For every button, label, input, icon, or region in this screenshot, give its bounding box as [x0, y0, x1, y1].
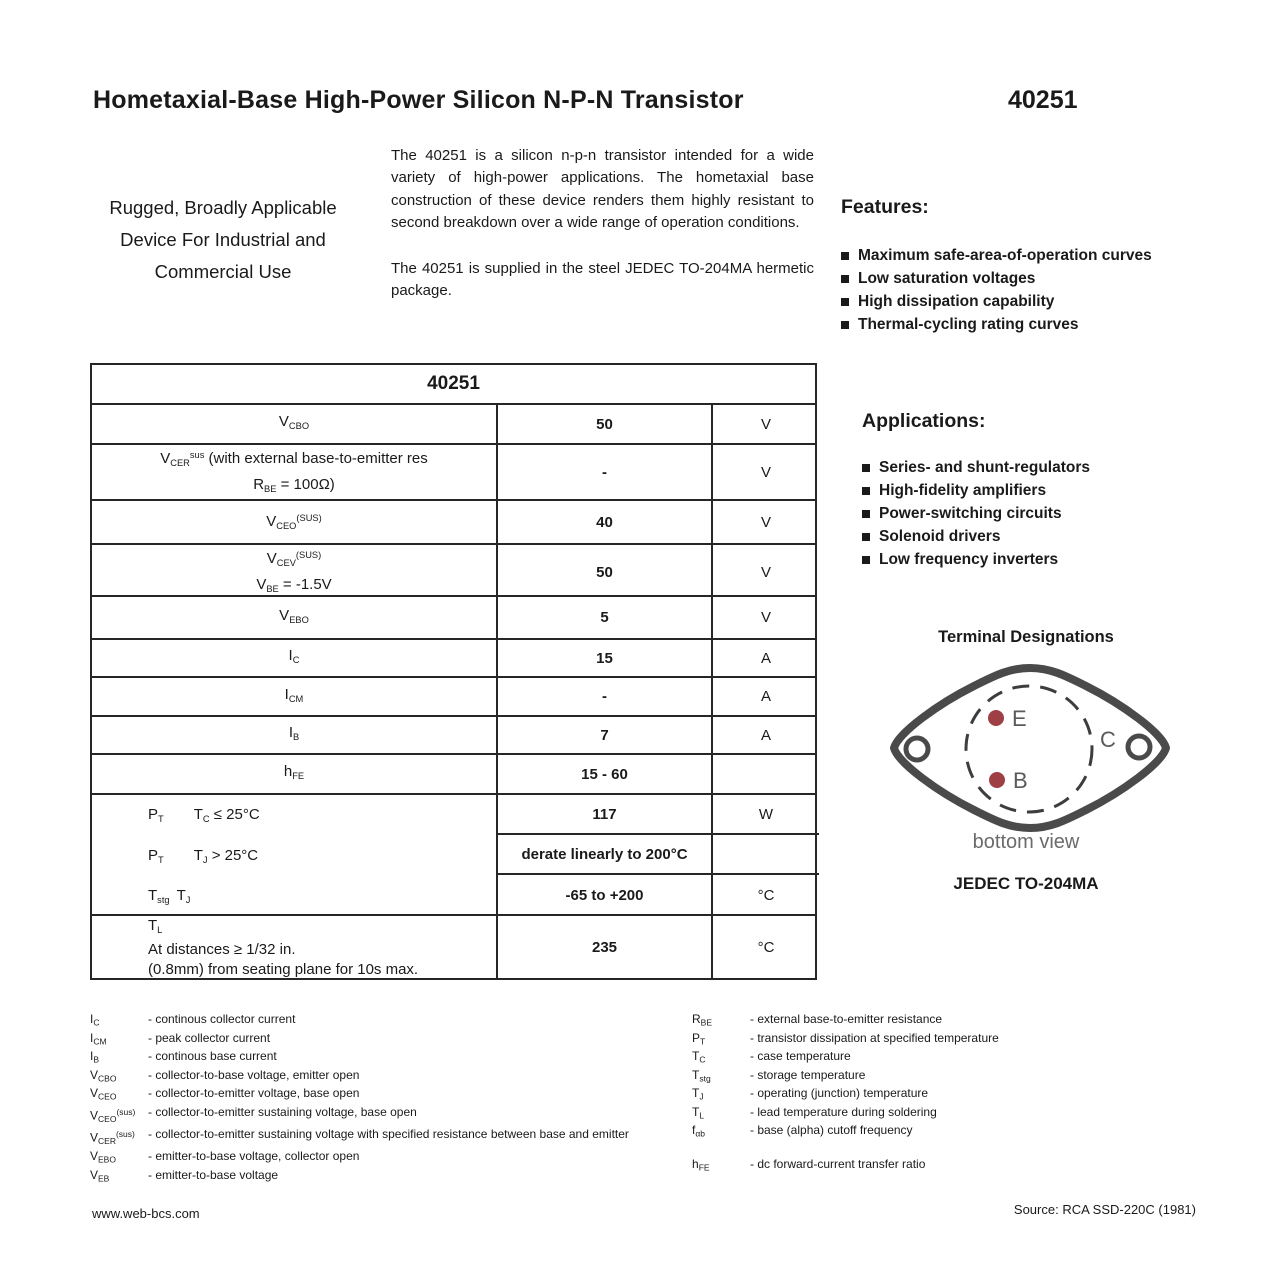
bullet-square-icon [862, 556, 870, 564]
legend-description: - continous collector current [148, 1012, 296, 1026]
value-cell: 50 [498, 405, 713, 443]
unit-cell [713, 755, 819, 793]
legend-symbol: $V_{EBO}$ [90, 1149, 116, 1165]
legend-description: - case temperature [750, 1049, 851, 1064]
param-vceo: $V_{CEO}^{(SUS)}$ [92, 501, 498, 543]
legend-symbol: $V_{CEO}^{(sus)}$ [90, 1106, 136, 1124]
param-vcer: $V_{CER}^{sus}$ (with external base-to-emitter res $R_{BE} = 100\Omega$) [92, 445, 498, 500]
feature-item-label: High dissipation capability [858, 293, 1055, 310]
to-204ma-package-diagram [878, 652, 1174, 832]
bullet-square-icon [862, 464, 870, 472]
legend-row [90, 1105, 680, 1127]
application-item-label: Solenoid drivers [879, 528, 1001, 545]
legend-row [692, 1157, 1212, 1176]
value-cell: derate linearly to 200°C [498, 835, 713, 875]
unit-cell: V [760, 463, 771, 481]
legend-description: - emitter-to-base voltage, collector open [148, 1149, 360, 1164]
legend-description: - continous base current [148, 1049, 277, 1064]
legend-description: - collector-to-emitter voltage, base open [148, 1086, 360, 1101]
value-cell: - [498, 445, 713, 500]
base-pin-dot-icon [989, 772, 1005, 788]
value-cell: - [498, 678, 713, 715]
unit-cell: A [760, 688, 771, 705]
intro-text [391, 145, 814, 302]
table-row [92, 678, 815, 717]
emitter-label: E [1012, 706, 1027, 731]
legend-description: - external base-to-emitter resistance [750, 1012, 943, 1026]
legend-description: - dc forward-current transfer ratio [750, 1156, 926, 1171]
tagline-line: Device For Industrial and [120, 229, 326, 250]
legend-symbol: $h_{FE}$ [692, 1156, 710, 1173]
param-pt-block: $P_T$ $T_C \le 25^\circ C$ $P_T$ $T_J > 25^\circ C$ $T_{stg}$ $T_J$ [92, 795, 498, 916]
unit-cell [713, 835, 819, 875]
unit-cell: A [760, 649, 771, 667]
param-tl: $T_L$ At distances ≥ 1/32 in. (0.8mm) from seating plane for 10s max. [92, 916, 498, 979]
legend-row [692, 1049, 1212, 1068]
legend-description: - operating (junction) temperature [750, 1086, 929, 1101]
legend-symbol: $I_C$ [90, 1012, 100, 1028]
legend-row [90, 1086, 680, 1105]
legend-symbol: $T_J$ [692, 1086, 704, 1102]
bullet-square-icon [841, 321, 849, 329]
unit-cell: V [760, 609, 771, 626]
bottom-view-caption: bottom view [972, 831, 1080, 853]
collector-label: C [1100, 727, 1116, 752]
feature-item [841, 244, 1211, 267]
feature-item [841, 267, 1211, 290]
legend-row [692, 1105, 1212, 1124]
tagline-line: Rugged, Broadly Applicable [109, 197, 337, 218]
table-row [92, 445, 815, 501]
application-item-label: Series- and shunt-regulators [879, 459, 1091, 476]
legend-symbol: $I_B$ [90, 1049, 100, 1065]
application-item [862, 525, 1207, 548]
value-cell: 5 [498, 597, 713, 638]
table-title: 40251 [92, 365, 815, 405]
value-cell: 15 - 60 [498, 755, 713, 793]
legend-row [692, 1068, 1212, 1087]
legend-symbol: $T_L$ [692, 1104, 705, 1121]
application-item-label: Power-switching circuits [879, 505, 1062, 522]
applications-heading: Applications: [862, 410, 986, 432]
unit-cell: V [760, 415, 771, 433]
param-hfe: $h_{FE}$ [92, 755, 498, 793]
value-cell: 117 [498, 795, 713, 835]
feature-item [841, 290, 1211, 313]
feature-item-label: Maximum safe-area-of-operation curves [858, 247, 1152, 264]
application-item [862, 548, 1207, 571]
page-title: Hometaxial-Base High-Power Silicon N-P-N Transistor [93, 86, 744, 114]
unit-cell: A [760, 726, 771, 744]
legend-description: - storage temperature [750, 1067, 866, 1082]
application-item [862, 479, 1207, 502]
legend-symbol: $P_T$ [692, 1030, 706, 1047]
feature-item [841, 313, 1211, 336]
bullet-square-icon [841, 252, 849, 260]
applications-section [862, 410, 1207, 571]
unit-cell: W [713, 795, 819, 835]
legend-symbol: $f_{\alpha b}$ [692, 1123, 705, 1139]
tagline-line: Commercial Use [154, 261, 292, 282]
application-item [862, 456, 1207, 479]
legend-row [90, 1012, 680, 1031]
value-cell: 50 [498, 545, 713, 600]
legend-description: - base (alpha) cutoff frequency [750, 1123, 913, 1138]
legend-left-column [90, 1012, 680, 1186]
table-row-pt-block [92, 795, 815, 916]
legend-row [90, 1149, 680, 1168]
package-outline-icon [894, 668, 1166, 828]
legend-description: - emitter-to-base voltage [148, 1167, 279, 1182]
feature-item-label: Low saturation voltages [858, 270, 1036, 287]
unit-cell: °C [757, 939, 775, 957]
table-row [92, 501, 815, 545]
table-row [92, 755, 815, 795]
legend-row [90, 1168, 680, 1187]
table-row-tl [92, 916, 815, 978]
intro-paragraph-2: The 40251 is supplied in the steel JEDEC TO-204MA hermetic package. [391, 259, 814, 300]
unit-cell: °C [757, 887, 775, 904]
legend-row [90, 1031, 680, 1050]
table-row [92, 640, 815, 678]
legend-symbol: $R_{BE}$ [692, 1012, 713, 1028]
legend-description: - lead temperature during soldering [750, 1104, 937, 1119]
terminal-designations-heading: Terminal Designations [938, 628, 1114, 646]
feature-item-label: Thermal-cycling rating curves [858, 316, 1079, 333]
application-item-label: High-fidelity amplifiers [879, 482, 1047, 499]
table-row [92, 405, 815, 445]
table-row [92, 717, 815, 755]
legend-description: - transistor dissipation at specified temperature [750, 1030, 999, 1045]
bullet-square-icon [841, 275, 849, 283]
value-cell: 15 [498, 640, 713, 676]
features-heading: Features: [841, 196, 929, 218]
legend-row [692, 1123, 1212, 1142]
value-cell: 7 [498, 717, 713, 753]
legend-symbol: $V_{CER}^{(sus)}$ [90, 1128, 135, 1147]
legend-description: - collector-to-emitter sustaining voltage, base open [148, 1104, 417, 1119]
application-item [862, 502, 1207, 525]
mounting-hole-right-icon [1128, 736, 1150, 758]
legend-row [692, 1012, 1212, 1031]
legend-symbol: $I_{CM}$ [90, 1030, 107, 1047]
legend-symbol: $T_{stg}$ [692, 1067, 711, 1084]
footer-website: www.web-bcs.com [92, 1206, 200, 1221]
application-item-label: Low frequency inverters [879, 551, 1059, 568]
legend-row [90, 1049, 680, 1068]
table-row [92, 597, 815, 640]
bullet-square-icon [862, 510, 870, 518]
bullet-square-icon [862, 533, 870, 541]
legend-symbol: $V_{CBO}$ [90, 1067, 117, 1084]
part-number: 40251 [1008, 86, 1078, 114]
mounting-hole-left-icon [906, 738, 928, 760]
tagline [93, 192, 353, 288]
bullet-square-icon [841, 298, 849, 306]
legend-description: - peak collector current [148, 1030, 271, 1045]
param-vcev: $V_{CEV}^{(SUS)}$ $V_{BE} = -1.5V$ [92, 545, 498, 600]
legend-description: - collector-to-emitter sustaining voltage with specified resistance between base and emitter [148, 1126, 629, 1141]
features-section [841, 196, 1211, 336]
legend-symbol: $V_{CEO}$ [90, 1086, 117, 1102]
bullet-square-icon [862, 487, 870, 495]
legend-description: - collector-to-base voltage, emitter open [148, 1067, 360, 1082]
value-cell: 235 [498, 916, 713, 979]
table-row [92, 545, 815, 597]
base-label: B [1013, 768, 1028, 793]
param-vebo: $V_{EBO}$ [92, 597, 498, 638]
param-ic: $I_C$ [92, 640, 498, 676]
legend-row [692, 1086, 1212, 1105]
value-cell: 40 [498, 501, 713, 543]
applications-list [862, 456, 1207, 571]
legend-right-column [692, 1012, 1212, 1175]
legend-symbol: $T_C$ [692, 1049, 706, 1065]
value-cell: -65 to +200 [498, 875, 713, 916]
param-ib: $I_B$ [92, 717, 498, 753]
legend-row [90, 1068, 680, 1087]
legend-row [90, 1127, 680, 1149]
emitter-pin-dot-icon [988, 710, 1004, 726]
unit-cell: V [760, 563, 771, 581]
param-icm: $I_{CM}$ [92, 678, 498, 715]
footer-source: Source: RCA SSD-220C (1981) [1013, 1202, 1196, 1217]
legend-row [692, 1031, 1212, 1050]
unit-cell: V [760, 513, 771, 531]
intro-paragraph-1: The 40251 is a silicon n-p-n transistor intended for a wide variety of high-power applications. The hometaxial base construction of these device renders them highly resistant to second breakdown over a wide range of operation conditions. [391, 147, 814, 232]
param-vcbo: $V_{CBO}$ [92, 405, 498, 443]
package-name: JEDEC TO-204MA [953, 874, 1099, 893]
legend-symbol: $V_{EB}$ [90, 1167, 110, 1184]
features-list [841, 244, 1211, 336]
ratings-table [90, 363, 817, 980]
